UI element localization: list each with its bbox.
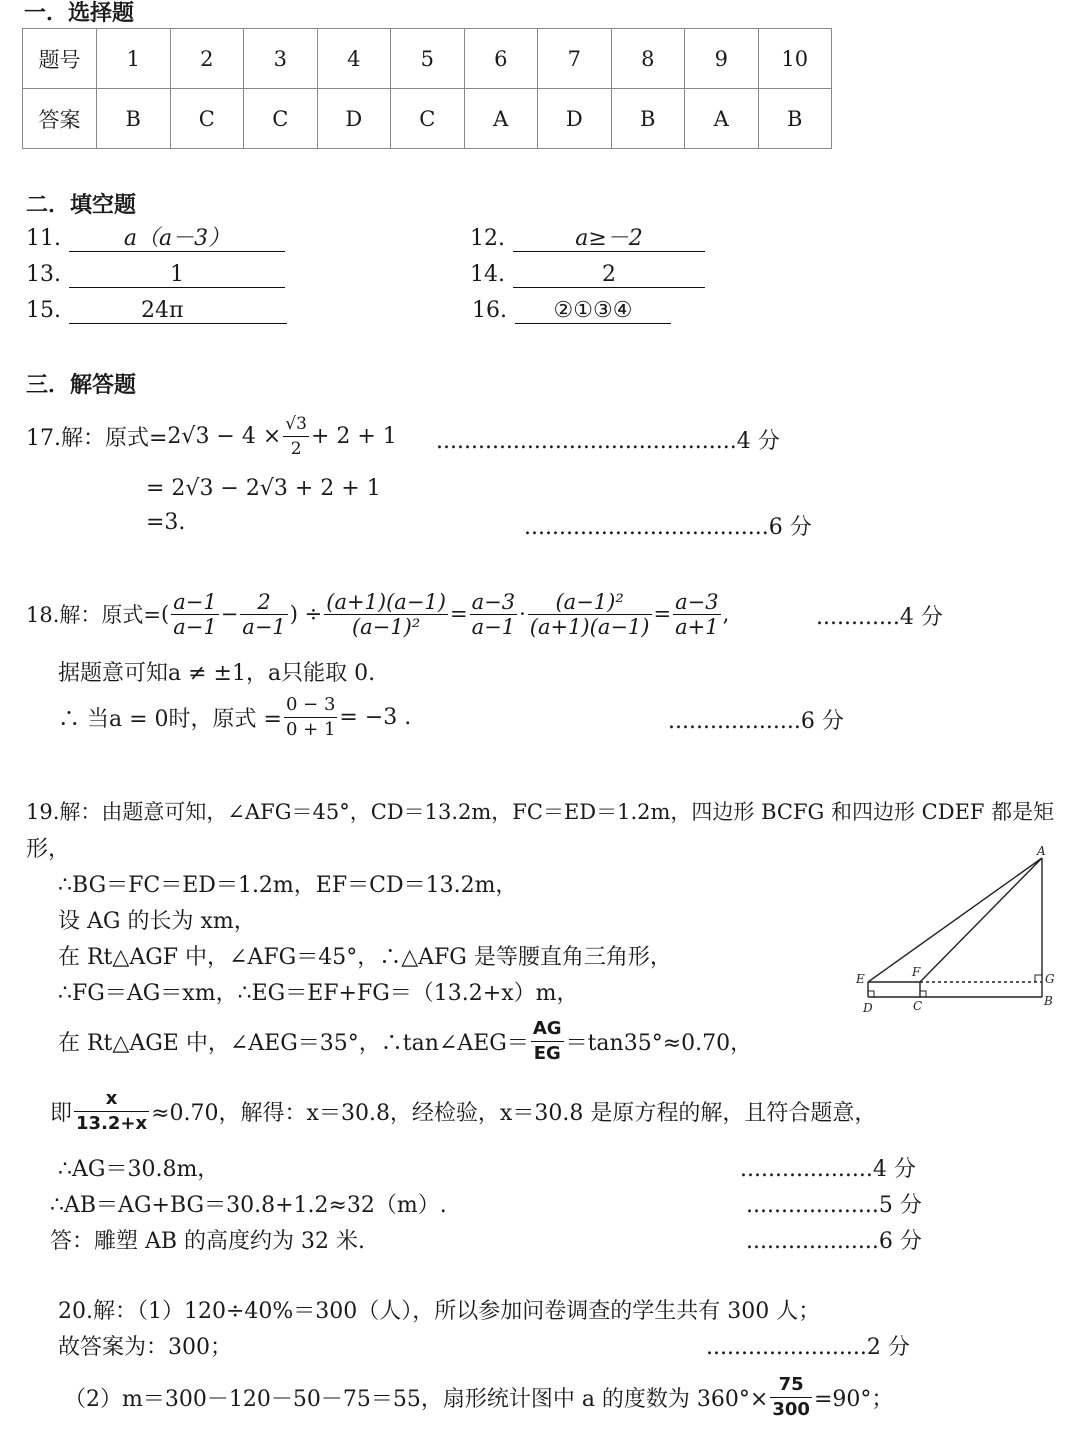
table-cell-number: 6 [464,29,538,89]
q17-line1 [26,410,397,462]
table-cell-number: 2 [170,29,244,89]
table-cell-answer: A [685,89,759,149]
q17-frac-bottom: 2 [290,438,302,459]
q18-line3 [58,692,411,742]
q20-score-2: .......................2 分 [706,1335,910,1360]
frac-bottom: a−1 [242,614,286,639]
q17-expr-b: + 2 + 1 [310,423,397,449]
section1-title: 一．选择题 [24,1,135,26]
q20-line3-suffix: =90°； [813,1386,894,1412]
label-e: E [856,972,865,986]
q19-fraction-x [74,1087,149,1136]
label-g: G [1045,972,1055,986]
right-angle-g [1035,975,1042,982]
q19-fraction-ag-eg [531,1017,564,1066]
fill-item-13 [26,262,285,288]
fill-item-number: 11. [26,226,61,251]
frac-top: 0 − 3 [284,693,337,718]
frac-top: a−3 [471,589,516,614]
label-a: A [1037,844,1046,858]
q19-line2: ∴BG＝FC＝ED＝1.2m，EF＝CD＝13.2m， [58,873,518,898]
q18-fraction-1 [171,590,218,639]
fill-item-number: 12. [470,226,505,251]
q17-prefix: 17.解：原式= [26,425,168,451]
fill-item-11 [26,226,285,252]
frac-top: (a+1)(a−1) [326,589,446,614]
q19-line1b: 形， [26,837,71,862]
table-cell-answer: C [244,89,318,149]
q18-prefix: 18.解：原式= [26,603,161,627]
fill-item-answer: 1 [69,262,285,288]
q17-line2: = 2√3 − 2√3 + 2 + 1 [146,476,381,501]
q20-line3 [64,1370,893,1424]
section3-title: 三．解答题 [26,373,137,398]
q19-line1: 19.解：由题意可知，∠AFG＝45°，CD＝13.2m，FC＝ED＝1.2m，四边形 BCFG 和四边形 CDEF 都是矩 [26,800,1055,824]
table-cell-answer: A [464,89,538,149]
q19-line3: 设 AG 的长为 xm， [58,909,256,934]
q17-frac-top: √3 [283,412,309,437]
frac-bottom: 13.2+x [76,1112,148,1134]
q17-fraction [283,412,309,461]
fill-item-12 [470,226,705,252]
table-cell-answer: C [391,89,465,149]
frac-bottom: EG [533,1042,561,1064]
fill-item-number: 14. [470,262,505,287]
q17-expr-a: 2√3 − 4 × [167,423,282,449]
q20-fraction [770,1373,812,1422]
frac-bottom: 300 [772,1398,810,1420]
answer-table [22,28,832,149]
fill-item-number: 16. [472,298,507,323]
q18-score-6: ...................6 分 [668,709,844,734]
q19-line7-suffix: ≈0.70，解得：x＝30.8，经检验，x＝30.8 是原方程的解，且符合题意， [151,1100,877,1126]
right-angle-c [920,991,926,997]
frac-top: a−3 [675,589,719,614]
label-b: B [1044,994,1053,1008]
q19-geometry-diagram [850,842,1065,1020]
line-ea [868,858,1042,982]
table-header-answer: 答案 [23,89,97,149]
frac-top: a−1 [173,589,217,614]
frac-bottom: 0 + 1 [285,718,336,740]
fill-item-answer: ②①③④ [515,298,671,324]
right-angle-d [868,991,874,997]
fill-item-answer: a（a－3） [69,226,285,252]
label-c: C [913,999,923,1013]
q18-fraction-4 [470,590,517,639]
q19-score-4: ...................4 分 [740,1157,916,1182]
q19-line4: 在 Rt△AGF 中，∠AFG＝45°，∴△AFG 是等腰直角三角形， [58,945,672,970]
table-cell-number: 3 [244,29,318,89]
q18-score-4: ............4 分 [816,605,943,630]
q19-line6-prefix: 在 Rt△AGE 中，∠AEG＝35°，∴tan∠AEG＝ [58,1030,529,1056]
frac-bottom: (a−1)² [351,614,421,639]
q19-score-6: ...................6 分 [746,1229,922,1254]
q19-score-5: ...................5 分 [746,1193,922,1218]
q20-line3-prefix: （2）m＝300－120－50－75＝55，扇形统计图中 a 的度数为 360°× [64,1386,769,1412]
fill-item-14 [470,262,705,288]
table-cell-number: 5 [391,29,465,89]
q19-line10: 答：雕塑 AB 的高度约为 32 米. [50,1229,366,1254]
fill-item-answer: 2 [513,262,705,288]
fill-item-answer: 24π [69,298,287,324]
fill-item-15 [26,298,287,324]
answer-table-answer-row [23,89,832,149]
table-cell-answer: C [170,89,244,149]
frac-bottom: a−1 [471,614,516,639]
q19-line9: ∴AB＝AG+BG＝30.8+1.2≈32（m）. [50,1193,447,1218]
fill-item-answer: a≥－2 [513,226,705,252]
q18-line3-prefix: ∴ 当a = 0时，原式 = [58,706,282,732]
frac-top: AG [531,1017,564,1042]
table-cell-number: 9 [685,29,759,89]
table-cell-number: 8 [611,29,685,89]
q19-line7 [50,1084,876,1138]
q19-line5: ∴FG＝AG＝xm，∴EG＝EF+FG＝（13.2+x）m， [58,981,579,1006]
label-f: F [912,965,921,979]
table-cell-answer: D [538,89,612,149]
answer-table-number-row [23,29,832,89]
q19-line6 [58,1016,752,1066]
frac-top: (a−1)² [528,590,652,615]
section2-title: 二．填空题 [26,193,137,218]
table-cell-answer: B [611,89,685,149]
frac-bottom: (a+1)(a−1) [529,614,650,639]
fill-item-number: 13. [26,262,61,287]
frac-top: 75 [770,1373,812,1398]
frac-bottom: a+1 [675,614,719,639]
table-cell-number: 10 [758,29,832,89]
line-fa [920,858,1042,982]
table-cell-answer: D [317,89,391,149]
q18-line3-suffix: = −3 . [339,704,412,730]
q20-line1: 20.解：（1）120÷40%＝300（人），所以参加问卷调查的学生共有 300 人； [58,1299,821,1324]
table-cell-number: 1 [97,29,171,89]
q19-line8: ∴AG＝30.8m， [58,1157,220,1182]
q17-line3: =3. [146,510,186,535]
q17-score-4: ...........................................4 分 [436,429,780,454]
q18-fraction-3 [324,590,448,639]
frac-bottom: a−1 [173,614,217,639]
q18-line1: 18.解：原式= ( $\frac{a-1}{a-1}$ − $\frac{2}{a-1}$ ) ÷ $\frac{(a+1)(a-1)}{\text{(a−1)²}}$ = $\frac{a-3}{a-1}$ · $\frac{\text{(a−1)²}}{(a+1)(a-1)}$ = $\frac{a-3}{a+1}$ , [26,589,730,639]
q18-fraction-5 [528,590,652,639]
q18-fraction-6 [673,590,720,639]
fill-item-16 [472,298,671,324]
q18-line2: 据题意可知a ≠ ±1，a只能取 0. [58,661,376,686]
table-cell-answer: B [758,89,832,149]
table-header-number: 题号 [23,29,97,89]
q17-score-6: ...................................6 分 [524,515,812,540]
q20-line2: 故答案为：300； [58,1335,232,1360]
frac-top: x [74,1087,149,1112]
label-d: D [863,1001,873,1015]
table-cell-answer: B [97,89,171,149]
q19-line6-suffix: ＝tan35°≈0.70， [565,1030,753,1056]
fill-item-number: 15. [26,298,61,323]
q18-fraction-7 [284,693,337,742]
table-cell-number: 7 [538,29,612,89]
q19-line7-prefix: 即 [50,1100,73,1126]
frac-top: 2 [240,590,287,615]
q18-fraction-2 [240,590,287,639]
table-cell-number: 4 [317,29,391,89]
